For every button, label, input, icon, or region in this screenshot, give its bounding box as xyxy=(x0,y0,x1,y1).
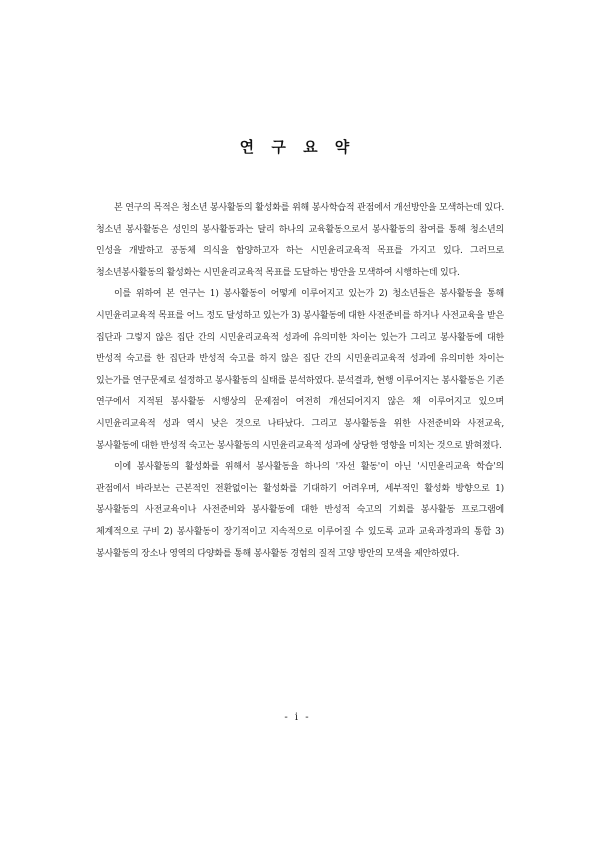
abstract-body xyxy=(96,198,504,565)
page-number: - i - xyxy=(284,712,311,723)
abstract-paragraph-1: 본 연구의 목적은 청소년 봉사활동의 활성화를 위해 봉사학습적 관점에서 개선방안을 모색하는데 있다. 청소년 봉사활동은 성인의 봉사활동과는 달리 하나의 교육활동으로서 봉사활동의 참여를 통해 청소년의 인성을 개발하고 공동체 의식을 함양하고자 하는 시민윤리교육적 목표를 가지고 있다. 그러므로 청소년봉사활동의 활성화는 시민윤리교육적 목표를 도달하는 방안을 모색하여 시행하는데 있다. xyxy=(96,203,504,278)
abstract-paragraph-3: 이에 봉사활동의 활성화를 위해서 봉사활동을 하나의 '자선 활동'이 아닌 '시민윤리교육 학습'의 관점에서 바라보는 근본적인 전환없이는 활성화를 기대하기 어려우며, 세부적인 활성화 방향으로 1)봉사활동의 사전교육이나 사전준비와 봉사활동에 대한 반성적 숙고의 기회를 봉사활동 프로그램에 체계적으로 구비 2) 봉사활동이 장기적이고 지속적으로 이루어질 수 있도록 교과 교육과정과의 통합 3) 봉사활동의 장소나 영역의 다양화를 통해 봉사활동 경험의 질적 고양 방안의 모색을 제안하였다. xyxy=(96,462,504,559)
abstract-paragraph-2: 이를 위하여 본 연구는 1) 봉사활동이 어떻게 이루어지고 있는가 2) 청소년들은 봉사활동을 통해 시민윤리교육적 목표를 어느 정도 달성하고 있는가 3) 봉사활동에 대한 사전준비를 하거나 사전교육을 받은 집단과 그렇지 않은 집단 간의 시민윤리교육적 성과에 유의미한 차이는 있는가 그리고 봉사활동에 대한 반성적 숙고를 한 집단과 반성적 숙고를 하지 않은 집단 간의 시민윤리교육적 성과에 유의미한 차이는 있는가를 연구문제로 설정하고 봉사활동의 실태를 분석하였다. 분석결과, 현행 이루어지는 봉사활동은 기존 연구에서 지적된 봉사활동 시행상의 문제점이 여전히 개선되어지지 않은 채 이루어지고 있으며 시민윤리교육적 성과 역시 낮은 것으로 나타났다. 그리고 봉사활동을 위한 사전준비와 사전교육, 봉사활동에 대한 반성적 숙고는 봉사활동의 시민윤리교육적 성과에 상당한 영향을 미치는 것으로 밝혀졌다. xyxy=(96,289,504,451)
page-title: 연 구 요 약 xyxy=(239,138,356,156)
